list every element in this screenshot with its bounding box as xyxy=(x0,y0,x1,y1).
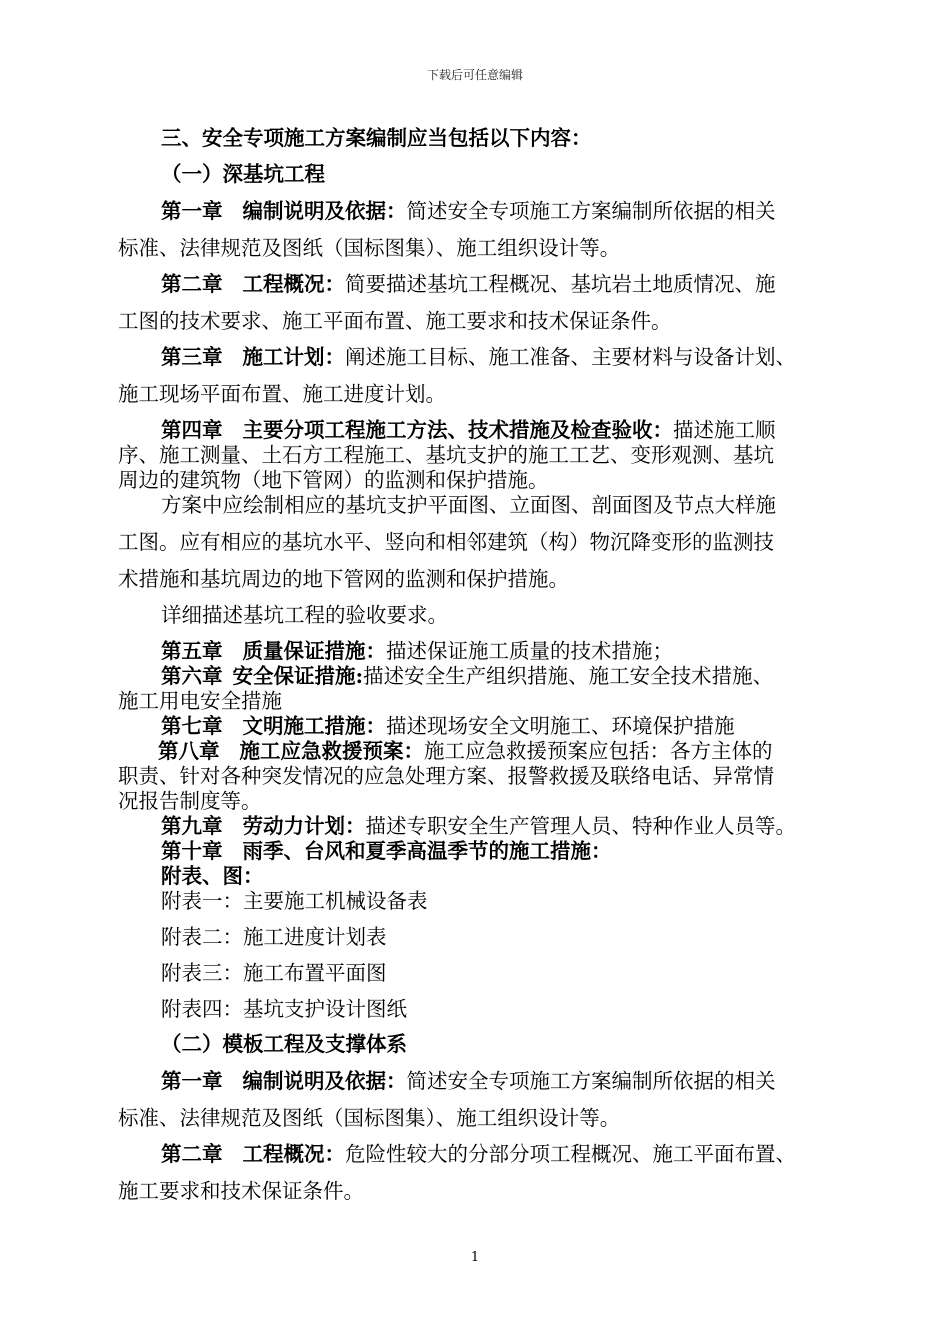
chapter-2 xyxy=(161,1142,796,1166)
chapter-number: 第二章 xyxy=(161,1142,223,1166)
chapter-text: 简述安全专项施工方案编制所依据的相关 xyxy=(406,1069,776,1093)
chapter-text: 标准、法律规范及图纸（国标图集）、施工组织设计等。 xyxy=(118,236,621,260)
chapter-heading: 工程概况： xyxy=(242,1142,345,1166)
paragraph: 工图。应有相应的基坑水平、竖向和相邻建筑（构）物沉降变形的监测技 xyxy=(118,530,774,554)
chapter-5 xyxy=(161,639,673,663)
attachment-item: 附表一：主要施工机械设备表 xyxy=(161,889,428,913)
chapter-number: 第十章 xyxy=(161,839,223,863)
paragraph: 方案中应绘制相应的基坑支护平面图、立面图、剖面图及节点大样施 xyxy=(161,493,776,517)
chapter-number: 第二章 xyxy=(161,272,223,296)
chapter-text: 施工应急救援预案应包括：各方主体的 xyxy=(424,739,773,763)
chapter-text: 简述安全专项施工方案编制所依据的相关 xyxy=(406,199,776,223)
chapter-heading: 劳动力计划： xyxy=(242,814,366,838)
chapter-text: 工图的技术要求、施工平面布置、施工要求和技术保证条件。 xyxy=(118,309,672,333)
chapter-number: 第六章 xyxy=(161,664,223,688)
paragraph: 术措施和基坑周边的地下管网的监测和保护措施。 xyxy=(118,567,569,591)
attachments-heading: 附表、图： xyxy=(161,864,264,888)
chapter-text: 描述安全生产组织措施、施工安全技术措施、 xyxy=(363,664,774,688)
chapter-text: 描述现场安全文明施工、环境保护措施 xyxy=(386,714,735,738)
chapter-number: 第九章 xyxy=(161,814,223,838)
page-number: 1 xyxy=(470,1250,480,1265)
section-title: 三、安全专项施工方案编制应当包括以下内容： xyxy=(161,126,592,150)
chapter-heading: 文明施工措施： xyxy=(242,714,386,738)
chapter-text: 描述施工顺 xyxy=(673,418,776,442)
chapter-heading: 雨季、台风和夏季高温季节的施工措施： xyxy=(242,839,612,863)
chapter-6 xyxy=(161,664,773,688)
chapter-1 xyxy=(161,1069,776,1093)
chapter-heading: 安全保证措施: xyxy=(232,664,364,688)
subsection-heading: （一）深基坑工程 xyxy=(161,162,325,186)
chapter-10 xyxy=(161,839,612,863)
chapter-number: 第七章 xyxy=(161,714,223,738)
attachment-item: 附表二：施工进度计划表 xyxy=(161,925,387,949)
chapter-8 xyxy=(158,739,773,763)
chapter-text: 职责、针对各种突发情况的应急处理方案、报警救援及联络电话、异常情 xyxy=(118,764,774,788)
chapter-heading: 质量保证措施： xyxy=(242,639,386,663)
chapter-text: 描述专职安全生产管理人员、特种作业人员等。 xyxy=(365,814,796,838)
chapter-3 xyxy=(161,345,796,369)
chapter-text: 描述保证施工质量的技术措施； xyxy=(386,639,673,663)
chapter-text: 况报告制度等。 xyxy=(118,789,262,813)
chapter-text: 施工要求和技术保证条件。 xyxy=(118,1179,364,1203)
chapter-text: 施工现场平面布置、施工进度计划。 xyxy=(118,382,446,406)
chapter-heading: 编制说明及依据： xyxy=(242,199,407,223)
subsection-heading: （二）模板工程及支撑体系 xyxy=(161,1032,407,1056)
chapter-heading: 编制说明及依据： xyxy=(242,1069,407,1093)
chapter-number: 第三章 xyxy=(161,345,223,369)
chapter-heading: 施工计划： xyxy=(242,345,345,369)
chapter-text: 施工用电安全措施 xyxy=(118,689,282,713)
chapter-number: 第五章 xyxy=(161,639,223,663)
chapter-1 xyxy=(161,199,776,223)
chapter-text: 阐述施工目标、施工准备、主要材料与设备计划、 xyxy=(345,345,796,369)
chapter-4 xyxy=(161,418,776,442)
chapter-text: 简要描述基坑工程概况、基坑岩土地质情况、施 xyxy=(345,272,776,296)
chapter-heading: 工程概况： xyxy=(242,272,345,296)
chapter-2 xyxy=(161,272,776,296)
chapter-text: 危险性较大的分部分项工程概况、施工平面布置、 xyxy=(345,1142,796,1166)
page-header: 下载后可任意编辑 xyxy=(426,68,523,82)
chapter-number: 第一章 xyxy=(161,199,223,223)
chapter-number: 第一章 xyxy=(161,1069,223,1093)
chapter-text: 序、施工测量、土石方工程施工、基坑支护的施工工艺、变形观测、基坑 xyxy=(118,443,774,467)
chapter-9 xyxy=(161,814,796,838)
chapter-7 xyxy=(161,714,735,738)
chapter-number: 第四章 xyxy=(161,418,223,442)
chapter-heading: 主要分项工程施工方法、技术措施及检查验收： xyxy=(242,418,673,442)
attachment-item: 附表四：基坑支护设计图纸 xyxy=(161,997,407,1021)
chapter-text: 周边的建筑物（地下管网）的监测和保护措施。 xyxy=(118,468,549,492)
paragraph: 详细描述基坑工程的验收要求。 xyxy=(161,603,448,627)
chapter-number: 第八章 xyxy=(158,739,220,763)
chapter-text: 标准、法律规范及图纸（国标图集）、施工组织设计等。 xyxy=(118,1106,621,1130)
chapter-heading: 施工应急救援预案： xyxy=(239,739,424,763)
attachment-item: 附表三：施工布置平面图 xyxy=(161,961,387,985)
